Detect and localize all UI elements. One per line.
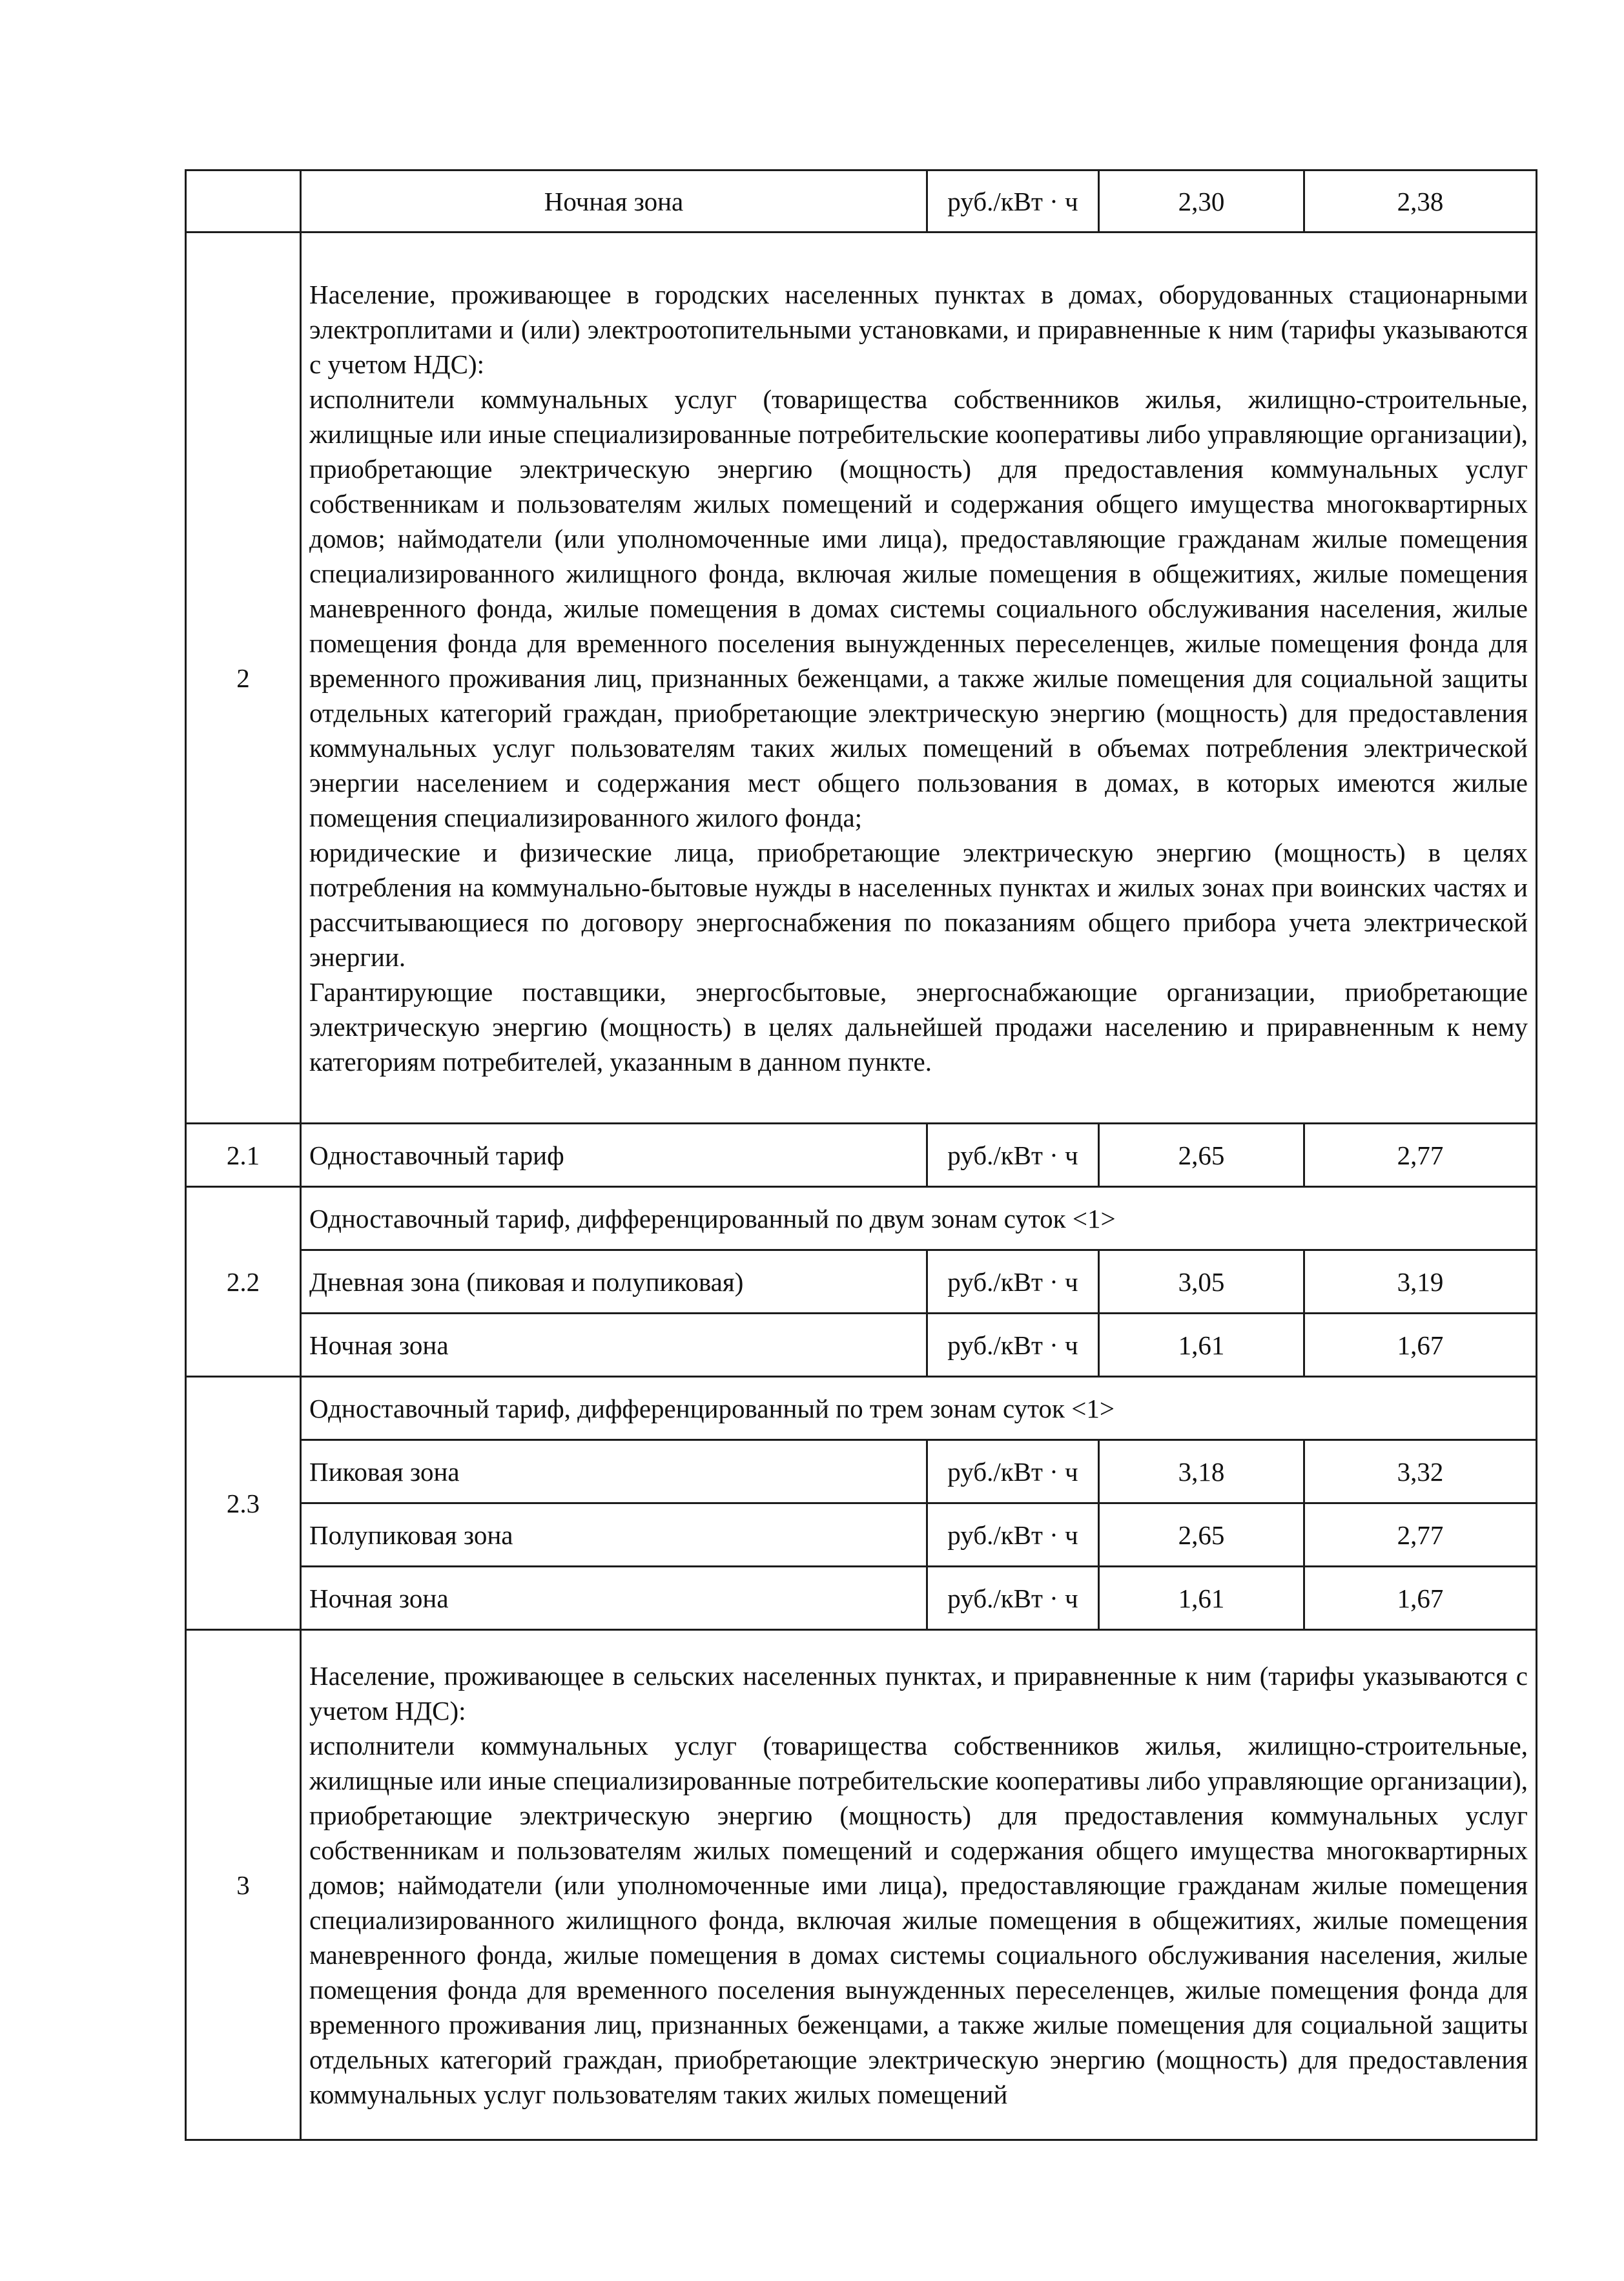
group-header: Одноставочный тариф, дифференцированный по трем зонам суток <1> [301, 1377, 1537, 1440]
row-label: Ночная зона [301, 170, 927, 232]
section-row-2 [186, 232, 1537, 1124]
tariff-table [185, 169, 1537, 2141]
table-row [186, 170, 1537, 232]
row-label: Полупиковая зона [301, 1503, 927, 1567]
table-row [186, 1567, 1537, 1630]
unit-cell: руб./кВт · ч [927, 1440, 1099, 1503]
group-header: Одноставочный тариф, дифференцированный по двум зонам суток <1> [301, 1187, 1537, 1250]
section-3-text [301, 1630, 1537, 2140]
unit-cell: руб./кВт · ч [927, 1503, 1099, 1567]
section-row-3 [186, 1630, 1537, 2140]
paragraph: исполнители коммунальных услуг (товарищества собственников жилья, жилищно-строительные, жилищные или иные специализированные потребительские кооперативы либо управляющие организации), приобретающие электрическую энергию (мощность) для предоставления коммунальных услуг собственникам и пользователям жилых помещений и содержания общего имущества многоквартирных домов; наймодатели (или уполномоченные ими лица), предоставляющие гражданам жилые помещения специализированного жилищного фонда, включая жилые помещения в общежитиях, жилые помещения маневренного фонда, жилые помещения в домах системы социального обслуживания населения, жилые помещения фонда для временного поселения вынужденных переселенцев, жилые помещения фонда для временного проживания лиц, признанных беженцами, а также жилые помещения для социальной защиты отдельных категорий граждан, приобретающие электрическую энергию (мощность) для предоставления коммунальных услуг пользователям таких жилых помещений [309, 1730, 1528, 2109]
paragraph: Гарантирующие поставщики, энергосбытовые, энергоснабжающие организации, приобретающие электрическую энергию (мощность) в целях дальнейшей продажи населению и приравненным к нему категориям потребителей, указанным в данном пункте. [309, 976, 1528, 1077]
value-cell-2: 2,77 [1304, 1503, 1537, 1567]
unit-cell: руб./кВт · ч [927, 1124, 1099, 1187]
value-cell-1: 1,61 [1099, 1314, 1304, 1377]
row-number-cell: 3 [186, 1630, 301, 2140]
table-row [186, 1314, 1537, 1377]
row-number-cell: 2.3 [186, 1377, 301, 1630]
row-label: Ночная зона [301, 1314, 927, 1377]
table-row [186, 1124, 1537, 1187]
paragraph: Население, проживающее в городских населенных пунктах в домах, оборудованных стационарными электроплитами и (или) электроотопительными установками, и приравненные к ним (тарифы указываются с учетом НДС): [309, 279, 1528, 379]
value-cell-1: 2,65 [1099, 1124, 1304, 1187]
unit-cell: руб./кВт · ч [927, 1314, 1099, 1377]
value-cell-2: 1,67 [1304, 1314, 1537, 1377]
row-number-cell: 2.1 [186, 1124, 301, 1187]
value-cell-2: 3,19 [1304, 1250, 1537, 1314]
table-row [186, 1440, 1537, 1503]
row-number-cell [186, 170, 301, 232]
table-row [186, 1187, 1537, 1250]
value-cell-1: 1,61 [1099, 1567, 1304, 1630]
unit-cell: руб./кВт · ч [927, 1567, 1099, 1630]
value-cell-2: 1,67 [1304, 1567, 1537, 1630]
table-row [186, 1377, 1537, 1440]
value-cell-2: 3,32 [1304, 1440, 1537, 1503]
value-cell-1: 2,65 [1099, 1503, 1304, 1567]
paragraph: исполнители коммунальных услуг (товарищества собственников жилья, жилищно-строительные, жилищные или иные специализированные потребительские кооперативы либо управляющие организации), приобретающие электрическую энергию (мощность) для предоставления коммунальных услуг собственникам и пользователям жилых помещений и содержания общего имущества многоквартирных домов; наймодатели (или уполномоченные ими лица), предоставляющие гражданам жилые помещения специализированного жилищного фонда, включая жилые помещения в общежитиях, жилые помещения маневренного фонда, жилые помещения в домах системы социального обслуживания населения, жилые помещения фонда для временного поселения вынужденных переселенцев, жилые помещения фонда для временного проживания лиц, признанных беженцами, а также жилые помещения для социальной защиты отдельных категорий граждан, приобретающие электрическую энергию (мощность) для предоставления коммунальных услуг пользователям таких жилых помещений в объемах потребления электрической энергии населением и содержания мест общего пользования в домах, в которых имеются жилые помещения специализированного жилого фонда; [309, 384, 1528, 832]
row-label: Пиковая зона [301, 1440, 927, 1503]
value-cell-1: 3,18 [1099, 1440, 1304, 1503]
value-cell-2: 2,38 [1304, 170, 1537, 232]
unit-cell: руб./кВт · ч [927, 1250, 1099, 1314]
value-cell-1: 2,30 [1099, 170, 1304, 232]
value-cell-1: 3,05 [1099, 1250, 1304, 1314]
table-row [186, 1503, 1537, 1567]
section-2-text [301, 232, 1537, 1124]
paragraph: юридические и физические лица, приобретающие электрическую энергию (мощность) в целях потребления на коммунально-бытовые нужды в населенных пунктах и жилых зонах при воинских частях и рассчитывающиеся по договору энергоснабжения по показаниям общего прибора учета электрической энергии. [309, 837, 1528, 972]
paragraph: Население, проживающее в сельских населенных пунктах, и приравненные к ним (тарифы указываются с учетом НДС): [309, 1660, 1528, 1726]
row-label: Дневная зона (пиковая и полупиковая) [301, 1250, 927, 1314]
row-number-cell: 2 [186, 232, 301, 1124]
value-cell-2: 2,77 [1304, 1124, 1537, 1187]
row-label: Одноставочный тариф [301, 1124, 927, 1187]
unit-cell: руб./кВт · ч [927, 170, 1099, 232]
table-row [186, 1250, 1537, 1314]
row-label: Ночная зона [301, 1567, 927, 1630]
row-number-cell: 2.2 [186, 1187, 301, 1377]
